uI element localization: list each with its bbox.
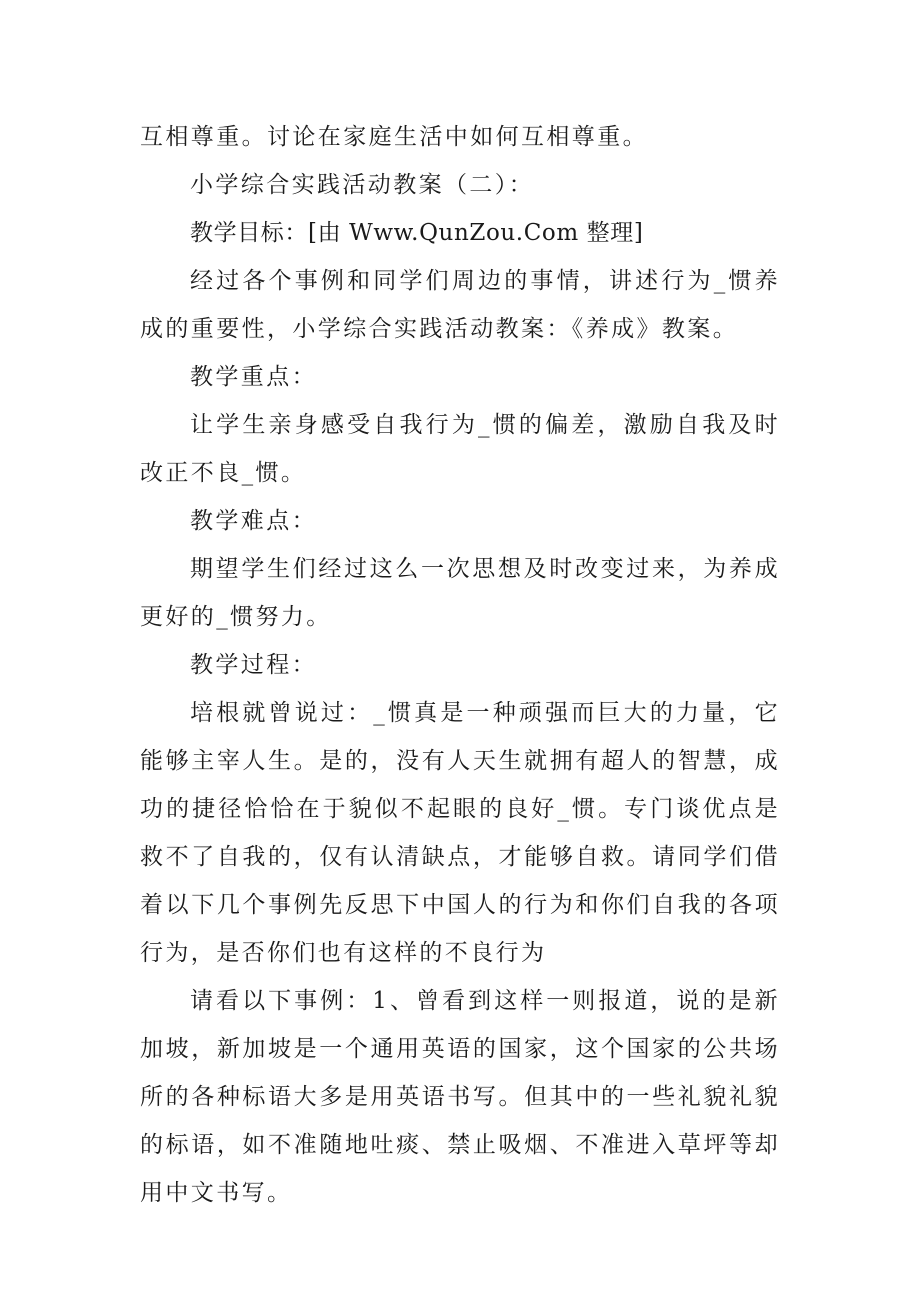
paragraph-intro-tail: 互相尊重。讨论在家庭生活中如何互相尊重。 xyxy=(140,124,648,150)
paragraph-teaching-focus: 让学生亲身感受自我行为_惯的偏差，激励自我及时改正不良_惯。 xyxy=(140,412,780,486)
paragraph-example-singapore: 请看以下事例：1、曾看到这样一则报道，说的是新加坡，新加坡是一个通用英语的国家，这个国家的公共场所的各种标语大多是用英语书写。但其中的一些礼貌礼貌的标语，如不准随地吐痰、禁止吸烟、不准进入草坪等却用中文书写。 xyxy=(140,988,780,1206)
heading-teaching-focus: 教学重点： xyxy=(190,364,317,390)
paragraph-teaching-difficulty: 期望学生们经过这么一次思想及时改变过来，为养成更好的_惯努力。 xyxy=(140,556,780,630)
paragraph-teaching-goals: 经过各个事例和同学们周边的事情，讲述行为_惯养成的重要性，小学综合实践活动教案：《养成》教案。 xyxy=(140,268,780,342)
paragraph-bacon-quote: 培根就曾说过：_惯真是一种顽强而巨大的力量，它能够主宰人生。是的，没有人天生就拥有超人的智慧，成功的捷径恰恰在于貌似不起眼的良好_惯。专门谈优点是救不了自我的，仅有认清缺点，才能够自救。请同学们借着以下几个事例先反思下中国人的行为和你们自我的各项行为，是否你们也有这样的不良行为 xyxy=(140,700,780,966)
heading-teaching-process: 教学过程： xyxy=(190,652,317,678)
heading-teaching-goals: 教学目标：[由 Www.QunZou.Com 整理] xyxy=(190,220,644,246)
heading-teaching-difficulty: 教学难点： xyxy=(190,508,317,534)
document-page xyxy=(140,113,780,1217)
section-heading-lesson-plan-2: 小学综合实践活动教案（二）： xyxy=(190,172,535,198)
